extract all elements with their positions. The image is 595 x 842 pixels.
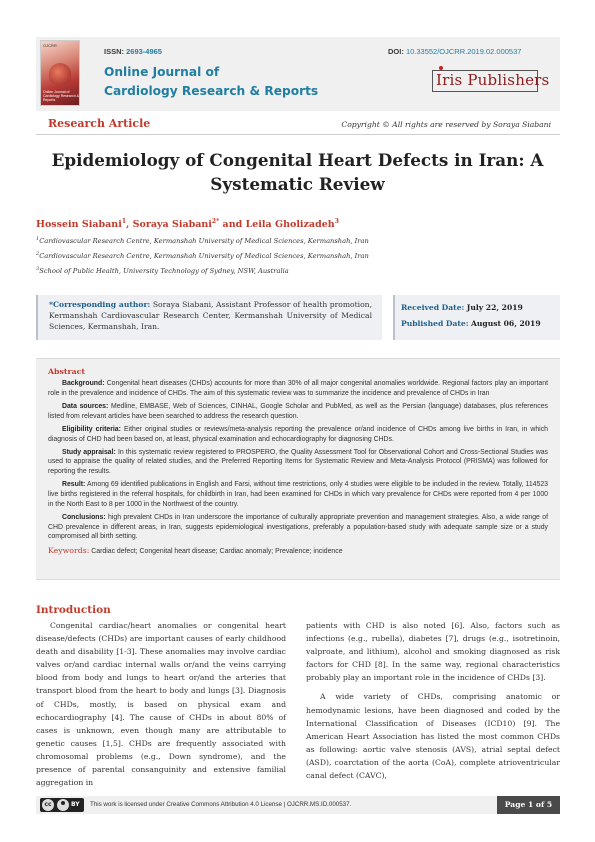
abstract-label: Conclusions: [62, 513, 106, 521]
license-text[interactable]: This work is licensed under Creative Commons Attribution 4.0 License | OJCRR.MS.ID.000537. [90, 801, 352, 808]
abstract-label: Study appraisal: [62, 448, 116, 456]
body-column-right [306, 619, 560, 788]
abstract-paragraph [48, 425, 548, 444]
cover-tag: OJCRR [43, 43, 57, 48]
issn-value: 2693-4965 [126, 47, 162, 56]
body-paragraph: A wide variety of CHDs, comprising anatomic or hemodynamic lesions, have been diagnosed and coded by the International Classification of Diseases (ICD10) [9]. The American Heart Association has listed the most common CHDs as following: aortic valve stenosis (AVS), atrial septal defect (ASD), coarctation of the aorta (CoA), complete atrioventricular canal defect (CAVC), [306, 692, 560, 781]
body-paragraph: patients with CHD is also noted [6]. Also, factors such as infections (e.g., rubella), diabetes [7], drugs (e.g., isotretinoin, valproate, and lithium), alcohol and smoking diagnosed as risk factors for CHD [8]. In the same way, regional characteristics probably play an important role in the incidence of CHDs [3]. [306, 621, 560, 683]
abstract-paragraph [48, 402, 548, 421]
publisher-logo [432, 66, 550, 94]
author-sep: , [126, 219, 133, 231]
keywords-value: Cardiac defect; Congenital heart disease; Cardiac anomaly; Prevalence; incidence [89, 547, 343, 555]
received-date [401, 300, 554, 316]
abstract-label: Background: [62, 380, 105, 387]
heart-icon [49, 63, 71, 85]
section-heading: Introduction [36, 604, 111, 616]
abstract-label: Result: [62, 481, 86, 489]
corresponding-label: *Corresponding author: [49, 300, 151, 309]
abstract-text: Congenital heart diseases (CHDs) accounts for more than 30% of all major congenital anomalies worldwide. Regional factors play an important role in the prevalence and incidence of CHDs. The aim of this systematic review was to summarize the incidence and prevalence of CHDs in Iran [48, 380, 548, 397]
doi [388, 47, 521, 56]
published-value: August 06, 2019 [470, 319, 541, 328]
abstract-paragraph [48, 448, 548, 477]
abstract-text: high prevalent CHDs in Iran underscore the importance of culturally appropriate prevention and management strategies. Also, a wide range of CHD prevalence in different areas, in Iran, suggests epidemiological investigations, preferably a population-based study with adequate sample size or a study compromised all birth setting. [48, 513, 548, 541]
journal-title-line2: Cardiology Research & Reports [104, 84, 319, 98]
abstract-label: Data sources: [62, 402, 109, 410]
author-name: Soraya Siabani [132, 219, 212, 231]
by-label: BY [71, 801, 80, 808]
published-label: Published Date: [401, 319, 469, 328]
author-name: Hossein Siabani [36, 219, 122, 231]
affiliation-sup: 3 [36, 266, 40, 272]
affiliation [36, 266, 289, 275]
affiliation-text: School of Public Health, University Technology of Sydney, NSW, Australia [39, 267, 289, 276]
cover-caption: Online Journal of Cardiology Research & Reports [43, 90, 79, 102]
keywords-label: Keywords: [48, 545, 90, 555]
author-sup: 2* [211, 218, 220, 225]
author-sup: 3 [334, 218, 339, 225]
affiliation-text: Cardiovascular Research Centre, Kermanshah University of Medical Sciences, Kermanshah, Iran [39, 237, 369, 246]
title-line1: Epidemiology of Congenital Heart Defects in Iran: A [51, 150, 544, 170]
affiliation-sup: 2 [36, 251, 40, 257]
abstract-label: Eligibility criteria: [62, 425, 121, 433]
abstract-paragraph [48, 513, 548, 542]
doi-value[interactable]: 10.33552/OJCRR.2019.02.000537 [405, 47, 522, 56]
affiliation-sup: 1 [36, 236, 40, 242]
corresponding-text: Soraya Siabani, Assistant Professor of health promotion, Kermanshah Cardiovascular Research Center, Kermanshah University of Medical Sciences, Kermanshah, Iran. [49, 300, 372, 331]
abstract-box [36, 358, 560, 580]
keywords [48, 546, 548, 557]
dates-box [393, 295, 560, 340]
journal-title-line1: Online Journal of [104, 65, 220, 79]
journal-title [104, 63, 344, 101]
issn [104, 47, 162, 56]
affiliation [36, 236, 369, 245]
doi-label: DOI: [388, 47, 404, 56]
abstract-heading: Abstract [48, 367, 86, 376]
affiliation [36, 251, 369, 260]
abstract-text: Among 69 identified publications in English and Farsi, without time restrictions, only 4 studies were eligible to be included in the review. Totally, 114523 live births registered in the referral hospitals, for childbirth in Iran, had been examined for CHDs in which vary prevalence for CHDs were reported from 4 per 1000 in the North East to 8 per 1000 in the Northwest of the country. [48, 481, 548, 508]
logo-dot-icon [439, 66, 443, 70]
cc-icon: cc [42, 799, 54, 811]
abstract-paragraph [48, 379, 548, 398]
affiliation-text: Cardiovascular Research Centre, Kermanshah University of Medical Sciences, Kermanshah, Iran [39, 252, 369, 261]
copyright: Copyright © All rights are reserved by Soraya Siabani [341, 120, 551, 129]
issn-label: ISSN: [104, 47, 125, 56]
title-line2: Systematic Review [210, 174, 385, 194]
publisher-logo-text: Iris Publishers [436, 71, 550, 89]
author-name: Leila Gholizadeh [245, 219, 335, 231]
corresponding-author-box [36, 295, 382, 340]
author-list [36, 218, 339, 230]
journal-cover-image [40, 40, 80, 106]
abstract-text: Medline, EMBASE, Web of Sciences, CINHAL, Google Scholar and PubMed, as well as the Persian (language) databases, plus references listed from relevant articles have been searched to address the research question. [48, 402, 548, 420]
page-title [50, 148, 545, 196]
author-sup: 1 [121, 218, 127, 225]
divider [36, 134, 560, 135]
page-number: Page 1 of 5 [497, 796, 560, 814]
abstract-text: Either original studies or reviews/meta-analysis reporting the prevalence or/and incidence of CHDs among live births in Iran, in which diagnosis of CHD had been based on, at least, physical examination and echocardiography for diagnosing CHDs. [48, 425, 548, 443]
published-date [401, 316, 554, 332]
body-column-left [36, 619, 286, 795]
received-value: July 22, 2019 [466, 303, 523, 312]
abstract-paragraph [48, 480, 548, 509]
received-label: Received Date: [401, 303, 465, 312]
body-paragraph: Congenital cardiac/heart anomalies or congenital heart disease/defects (CHDs) are important causes of early childhood death and disability [1-3]. These anomalies may involve cardiac valves or/and cardiac internal walls or/and the veins carrying blood from body and lungs to heart or/and the arteries that transport blood from the heart to body and lungs [3]. Diagnosis of CHDs, mostly, is based on physical exam and echocardiography [4]. The cause of CHDs in about 80% of cases is unknown, even though many are attributable to genetic causes [1,5]. CHDs are frequently associated with chromosomal problems (e.g., Down syndrome), and the presence of parental consanguinity and extensive familial aggregation in [36, 621, 286, 788]
author-sep: and [219, 219, 246, 231]
abstract-text: In this systematic review registered to PROSPERO, the Quality Assessment Tool for Observational Cohort and Cross-Sectional Studies was used to appraise the quality of related studies, and the Preferred Reporting Items for Systematic Review and Meta-Analysis Protocol (PRISMA) was followed for reporting the results. [48, 448, 548, 476]
attribution-icon [57, 799, 69, 811]
cc-license-badge[interactable] [40, 798, 84, 812]
article-type: Research Article [48, 117, 151, 130]
